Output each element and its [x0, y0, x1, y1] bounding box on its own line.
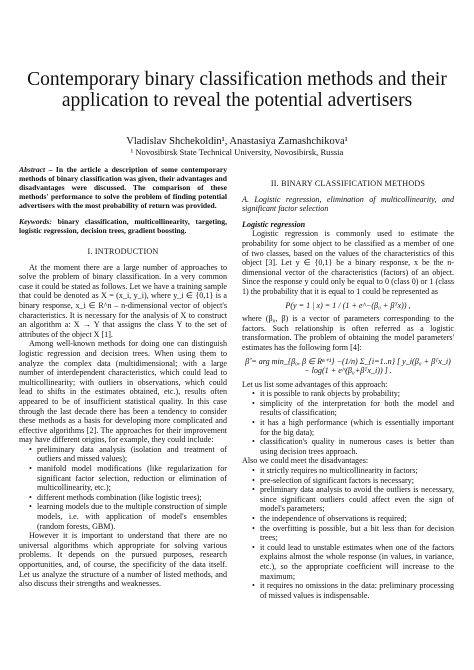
- list-item: • preliminary data analysis (isolation and treatment of outliers and missed values);: [37, 445, 227, 464]
- list-item: • preliminary data analysis to avoid the outliers is necessary, since significant outliers could affect even the sign of model's parameters;: [260, 485, 454, 514]
- list-item: • manifold model modifications (like regularization for significant factor selection, reduction or elimination of multicollinearity, etc.);: [37, 464, 227, 493]
- section-2-paragraph-2: where (β₀, β) is a vector of parameters corresponding to the factors. Such relationship is often referred as a logistic transformation. The problem of obtaining the model parameters' estimates has the following form [4]:: [242, 314, 454, 352]
- advantages-intro: Let us list some advantages of this approach:: [242, 379, 388, 389]
- subsection-a-heading: A. Logistic regression, elimination of multicollinearity, and significant factor selection: [242, 194, 454, 214]
- list-item: • the overfitting is possible, but a bit less than for decision trees;: [260, 524, 454, 543]
- disadvantages-intro: Also we could meet the disadvantages:: [242, 456, 369, 466]
- right-column: [242, 165, 454, 600]
- advantages-list: [242, 389, 454, 456]
- left-column: [19, 165, 227, 589]
- formula-probability: P(y = 1 | x) = 1 / (1 + e^−(β₀ + βᵀx)) ,: [285, 300, 411, 310]
- keywords: [19, 217, 227, 235]
- paper-title: Contemporary binary classification methods and their application to reveal the potential advertisers: [27, 69, 447, 111]
- section-2-paragraph-1: Logistic regression is commonly used to estimate the probability for some object to be classified as a member of one of two classes, based on the values of the characteristics of this object [3]. Let y ∈ {0,1} be a binary response, x be the n-dimensional vector of the characteristics (factors) of an object. Since the response y could only be equal to 0 (class 0) or 1 (class 1) the probability that it is equal to 1 could be represented as: [242, 229, 454, 296]
- improvement-list: [19, 445, 227, 531]
- intro-heading: I. INTRODUCTION: [87, 247, 159, 256]
- list-item: • it is possible to rank objects by probability;: [260, 389, 454, 399]
- abstract: [19, 165, 227, 210]
- abstract-text: – In the article a description of some contemporary methods of binary classification was given, their advantages and disadvantages were discussed. The comparison of these methods' performance to solve the problem of finding potential advertisers with the most probability of return was provided.: [19, 165, 228, 210]
- list-item: • it could lead to unstable estimates when one of the factors explains almost the whole response (in values, in variance, etc.), so the appropriate coefficient will increase to the maximum;: [260, 543, 454, 581]
- list-item: • pre-selection of significant factors is necessary;: [260, 476, 454, 486]
- list-item: • classification's quality in numerous cases is better than using decision trees approach.: [260, 437, 454, 456]
- intro-paragraph-2: Among well-known methods for doing one can distinguish logistic regression and decision trees. When using them to analyze the complex data (multidimensional; with a large number of interdependent characteristics, which could lead to multicollinearity; with outliers in observations, which could lead to shifts in the estimates obtained, etc.), results often appeared to be of insufficient statistical quality. In this case through the last decade there has been a tendency to consider these methods as a basis for developing more complicated and effective algorithms [2]. The approaches for their improvement may have different origins, for example, they could include:: [19, 339, 227, 445]
- list-item: • different methods combination (like logistic trees);: [37, 493, 227, 503]
- intro-paragraph-3: However it is important to understand that there are no universal algorithms which appropriate for solving various problems. It depends on the pursued purposes, research opportunities, and, of course, the specificity of the data itself. Let us analyze the structure of a number of listed methods, and also discuss their strengths and weaknesses.: [19, 531, 227, 589]
- keywords-label: Keywords:: [19, 217, 52, 226]
- paper-affiliation: ¹ Novosibirsk State Technical University, Novosibirsk, Russia: [130, 147, 344, 157]
- keywords-text: binary classification, multicollinearity, targeting, logistic regression, decision trees, gradient boosting.: [19, 217, 227, 235]
- formula-estimates: β̂ = arg min_{β₀, β ∈ Rⁿ⁺¹} −(1/n) Σ_{i=1..n} [ y_i(β₀ + βᵀx_i) − log(1 + e^(β₀+βᵀx_i)) ] .: [245, 356, 451, 376]
- list-item: • the independence of observations is required;: [260, 514, 454, 524]
- list-item: • it has a high performance (which is essentially important for the big data);: [260, 418, 454, 437]
- list-item: • learning models due to the multiple construction of simple models, i.e. with application of model's ensembles (random forests, GBM).: [37, 502, 227, 531]
- paper-authors: Vladislav Shchekoldin¹, Anastasiya Zamashchikova¹: [126, 136, 348, 147]
- intro-paragraph-1: At the moment there are a large number of approaches to solve the problem of binary classification. In a very common case it could be stated as follows. Let we have a training sample that could be denoted as X = (x_i, y_i), where y_i ∈ {0,1} is a binary response, x_i ∈ R^n – n-dimensional vector of object's characteristics. It is necessary for the analysis of X to construct an algorithm a: X → Y that assigns the class Y to the set of attributes of the object X [1].: [19, 262, 227, 339]
- abstract-label: Abstract: [19, 165, 46, 174]
- list-item: • simplicity of the interpretation for both the model and results of classification;: [260, 399, 454, 418]
- section-2-heading: II. BINARY CLASSIFICATION METHODS: [270, 179, 426, 188]
- disadvantages-list: [242, 466, 454, 600]
- list-item: • it requires no omissions in the data: preliminary processing of missed values is indispensable.: [260, 581, 454, 600]
- list-item: • it strictly requires no multicollinearity in factors;: [260, 466, 454, 476]
- logistic-regression-heading: Logistic regression: [242, 219, 306, 229]
